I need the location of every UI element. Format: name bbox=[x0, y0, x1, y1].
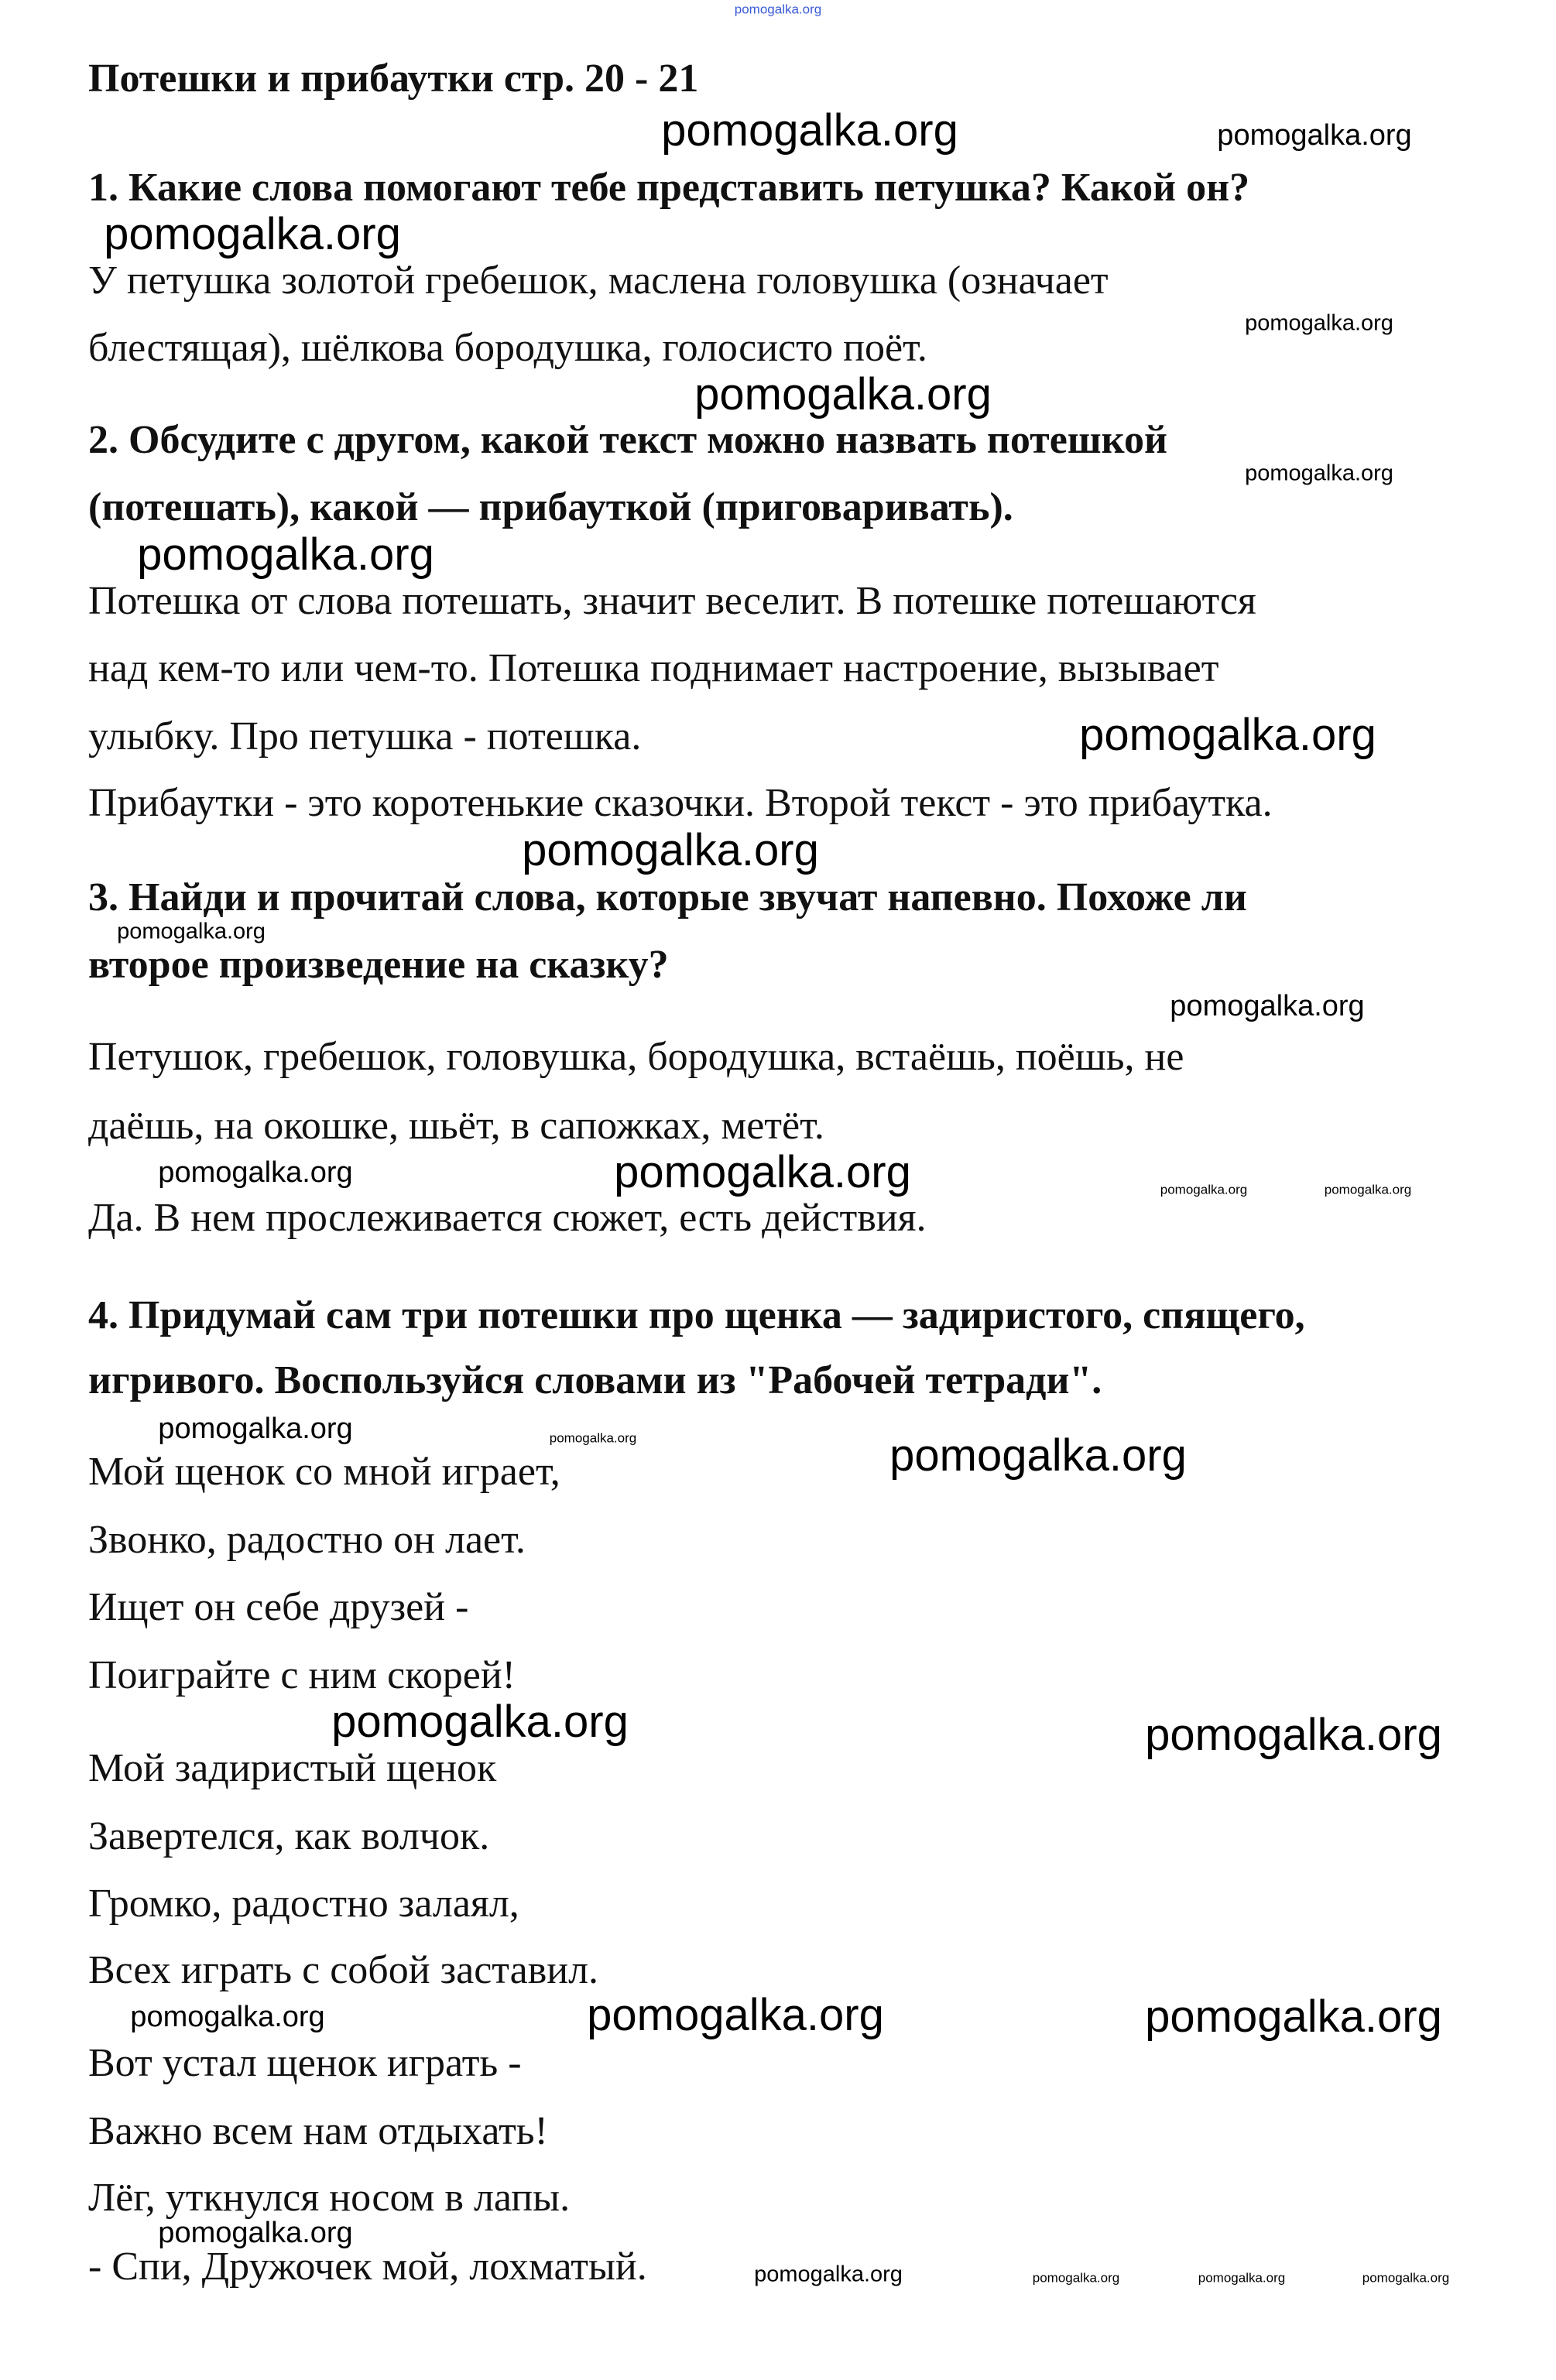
watermark: pomogalka.org bbox=[1245, 461, 1393, 486]
question-text: второе произведение на сказку? bbox=[88, 943, 669, 987]
answer-text: Да. В нем прослеживается сюжет, есть действия. bbox=[88, 1196, 927, 1240]
answer-text: Важно всем нам отдыхать! bbox=[88, 2109, 548, 2153]
answer-text: улыбку. Про петушка - потешка. bbox=[88, 714, 642, 759]
page-title: Потешки и прибаутки стр. 20 - 21 bbox=[88, 57, 699, 101]
watermark: pomogalka.org bbox=[889, 1430, 1187, 1481]
watermark: pomogalka.org bbox=[1145, 1710, 1442, 1760]
watermark: pomogalka.org bbox=[661, 105, 958, 156]
watermark: pomogalka.org bbox=[1198, 2270, 1286, 2286]
answer-text: даёшь, на окошке, шьёт, в сапожках, метёт. bbox=[88, 1104, 824, 1148]
watermark: pomogalka.org bbox=[754, 2262, 903, 2287]
watermark: pomogalka.org bbox=[1170, 989, 1365, 1022]
watermark: pomogalka.org bbox=[104, 209, 401, 259]
watermark: pomogalka.org bbox=[331, 1697, 629, 1747]
watermark: pomogalka.org bbox=[1217, 118, 1412, 152]
question-text: 1. Какие слова помогают тебе представить петушка? Какой он? bbox=[88, 166, 1250, 210]
watermark: pomogalka.org bbox=[734, 2, 822, 17]
answer-text: Петушок, гребешок, головушка, бородушка, встаёшь, поёшь, не bbox=[88, 1035, 1184, 1079]
answer-text: Мой задиристый щенок bbox=[88, 1746, 497, 1790]
watermark: pomogalka.org bbox=[1145, 1991, 1442, 2042]
answer-text: Вот устал щенок играть - bbox=[88, 2041, 522, 2085]
watermark: pomogalka.org bbox=[694, 369, 992, 419]
answer-text: Всех играть с собой заставил. bbox=[88, 1948, 599, 1992]
watermark: pomogalka.org bbox=[137, 529, 434, 580]
answer-text: блестящая), шёлкова бородушка, голосисто поёт. bbox=[88, 326, 927, 370]
watermark: pomogalka.org bbox=[1362, 2270, 1450, 2286]
watermark: pomogalka.org bbox=[614, 1147, 911, 1197]
watermark: pomogalka.org bbox=[117, 919, 266, 944]
watermark: pomogalka.org bbox=[130, 2000, 325, 2033]
question-text: 2. Обсудите с другом, какой текст можно назвать потешкой bbox=[88, 418, 1167, 462]
watermark: pomogalka.org bbox=[158, 2216, 353, 2249]
watermark: pomogalka.org bbox=[158, 1156, 353, 1189]
question-text: (потешать), какой — прибауткой (приговаривать). bbox=[88, 485, 1013, 529]
answer-text: Громко, радостно залаял, bbox=[88, 1882, 519, 1926]
question-text: 3. Найди и прочитай слова, которые звучат напевно. Похоже ли bbox=[88, 875, 1247, 919]
answer-text: над кем-то или чем-то. Потешка поднимает настроение, вызывает bbox=[88, 646, 1219, 690]
answer-text: Поиграйте с ним скорей! bbox=[88, 1653, 516, 1697]
answer-text: Лёг, уткнулся носом в лапы. bbox=[88, 2176, 571, 2220]
answer-text: Завертелся, как волчок. bbox=[88, 1814, 490, 1858]
answer-text: Прибаутки - это коротенькие сказочки. Второй текст - это прибаутка. bbox=[88, 781, 1273, 825]
watermark: pomogalka.org bbox=[1245, 310, 1393, 336]
watermark: pomogalka.org bbox=[158, 1412, 353, 1445]
watermark: pomogalka.org bbox=[1160, 1182, 1248, 1197]
question-text: 4. Придумай сам три потешки про щенка — задиристого, спящего, bbox=[88, 1293, 1305, 1337]
answer-text: Звонко, радостно он лает. bbox=[88, 1518, 526, 1562]
watermark: pomogalka.org bbox=[587, 1990, 884, 2040]
answer-text: У петушка золотой гребешок, маслена головушка (означает bbox=[88, 259, 1109, 303]
answer-text: Мой щенок со мной играет, bbox=[88, 1450, 560, 1494]
watermark: pomogalka.org bbox=[522, 825, 819, 875]
watermark: pomogalka.org bbox=[1032, 2270, 1120, 2286]
answer-text: Потешка от слова потешать, значит веселит. В потешке потешаются bbox=[88, 579, 1256, 623]
answer-text: - Спи, Дружочек мой, лохматый. bbox=[88, 2245, 647, 2289]
answer-text: Ищет он себе друзей - bbox=[88, 1585, 469, 1629]
watermark: pomogalka.org bbox=[1324, 1182, 1412, 1197]
question-text: игривого. Воспользуйся словами из "Рабочей тетради". bbox=[88, 1358, 1102, 1402]
watermark: pomogalka.org bbox=[1079, 710, 1376, 760]
watermark: pomogalka.org bbox=[549, 1430, 637, 1446]
